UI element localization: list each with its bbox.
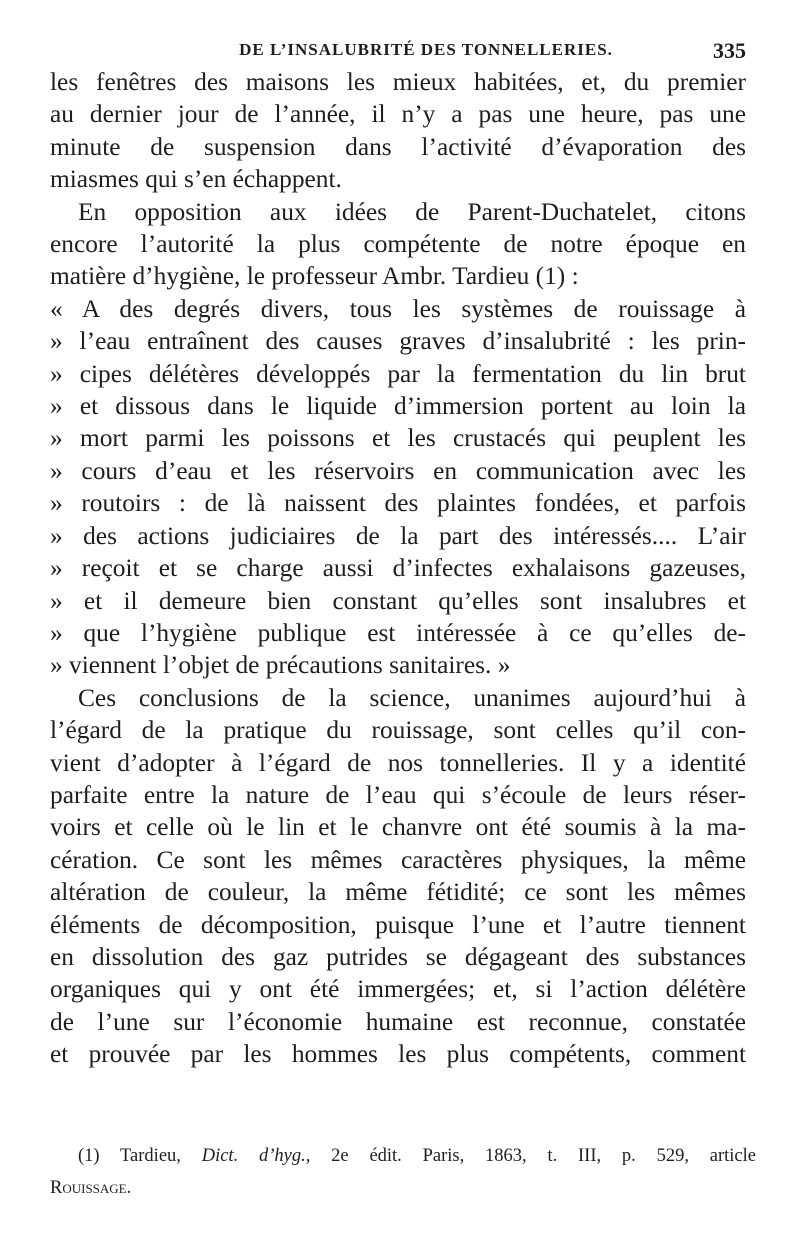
text-line: voirs et celle où le lin et le chanvre ont été soumis à la ma-: [50, 813, 746, 842]
text-line: » des actions judiciaires de la part des intéressés.... L’air: [50, 521, 746, 550]
footnote-rest: , 2e édit. Paris, 1863, t. III, p. 529, article: [305, 1146, 756, 1166]
text-line: miasmes qui s’en échappent.: [50, 165, 342, 194]
text-line: « A des degrés divers, tous les systèmes de rouissage à: [50, 294, 746, 323]
paragraph-1: [50, 66, 746, 196]
text-line: » et il demeure bien constant qu’elles sont insalubres et: [50, 586, 746, 615]
running-title: DE L’INSALUBRITÉ DES TONNELLERIES.: [239, 40, 613, 59]
text-line: éléments de décomposition, puisque l’une et l’autre tiennent: [50, 910, 746, 939]
running-head: [50, 32, 746, 66]
text-line: » l’eau entraînent des causes graves d’insalubrité : les prin-: [50, 327, 746, 356]
text-line: parfaite entre la nature de l’eau qui s’écoule de leurs réser-: [50, 780, 746, 809]
text-line: » viennent l’objet de précautions sanitaires. »: [50, 651, 511, 680]
text-line: les fenêtres des maisons les mieux habitées, et, du premier: [50, 68, 746, 96]
text-line: au dernier jour de l’année, il n’y a pas une heure, pas une: [50, 100, 746, 129]
footnotes: [50, 1140, 756, 1204]
text-line: vient d’adopter à l’égard de nos tonnelleries. Il y a identité: [50, 748, 746, 777]
text-line: En opposition aux idées de Parent-Duchatelet, citons: [78, 197, 746, 226]
page-number: 335: [713, 38, 746, 63]
text-line: Ces conclusions de la science, unanimes aujourd’hui à: [78, 683, 746, 712]
footnote-line: [50, 1140, 756, 1172]
text-line: de l’une sur l’économie humaine est reconnue, constatée: [50, 1007, 746, 1036]
body-text: [50, 66, 746, 1071]
paragraph-2: [50, 196, 746, 293]
text-line: l’égard de la pratique du rouissage, sont celles qu’il con-: [50, 716, 746, 745]
text-line: matière d’hygiène, le professeur Ambr. Tardieu (1) :: [50, 262, 579, 291]
text-line: cération. Ce sont les mêmes caractères physiques, la même: [50, 845, 746, 874]
text-line: minute de suspension dans l’activité d’évaporation des: [50, 132, 746, 161]
text-line: encore l’autorité la plus compétente de notre époque en: [50, 230, 746, 259]
text-line: » cipes délétères développés par la fermentation du lin brut: [50, 359, 746, 388]
text-line: » que l’hygiène publique est intéressée à ce qu’elles de-: [50, 618, 746, 647]
quotation: [50, 293, 746, 682]
text-line: » cours d’eau et les réservoirs en communication avec les: [50, 456, 746, 485]
paragraph-4: [50, 682, 746, 1071]
text-line: » routoirs : de là naissent des plaintes fondées, et parfois: [50, 489, 746, 518]
footnote-author: Tardieu,: [120, 1146, 181, 1166]
text-line: » reçoit et se charge aussi d’infectes exhalaisons gazeuses,: [50, 554, 746, 583]
text-line: en dissolution des gaz putrides se dégageant des substances: [50, 942, 746, 971]
text-line: et prouvée par les hommes les plus compétents, comment: [50, 1040, 746, 1069]
text-line: altération de couleur, la même fétidité; ce sont les mêmes: [50, 878, 746, 907]
page: [50, 32, 746, 1071]
footnote-continuation: Rouissage.: [50, 1178, 132, 1198]
text-line: » et dissous dans le liquide d’immersion portent au loin la: [50, 392, 746, 421]
footnote-work: Dict. d’hyg.: [201, 1146, 306, 1166]
footnote-marker: (1): [78, 1146, 100, 1166]
text-line: organiques qui y ont été immergées; et, si l’action délétère: [50, 975, 746, 1004]
text-line: » mort parmi les poissons et les crustacés qui peuplent les: [50, 424, 746, 453]
